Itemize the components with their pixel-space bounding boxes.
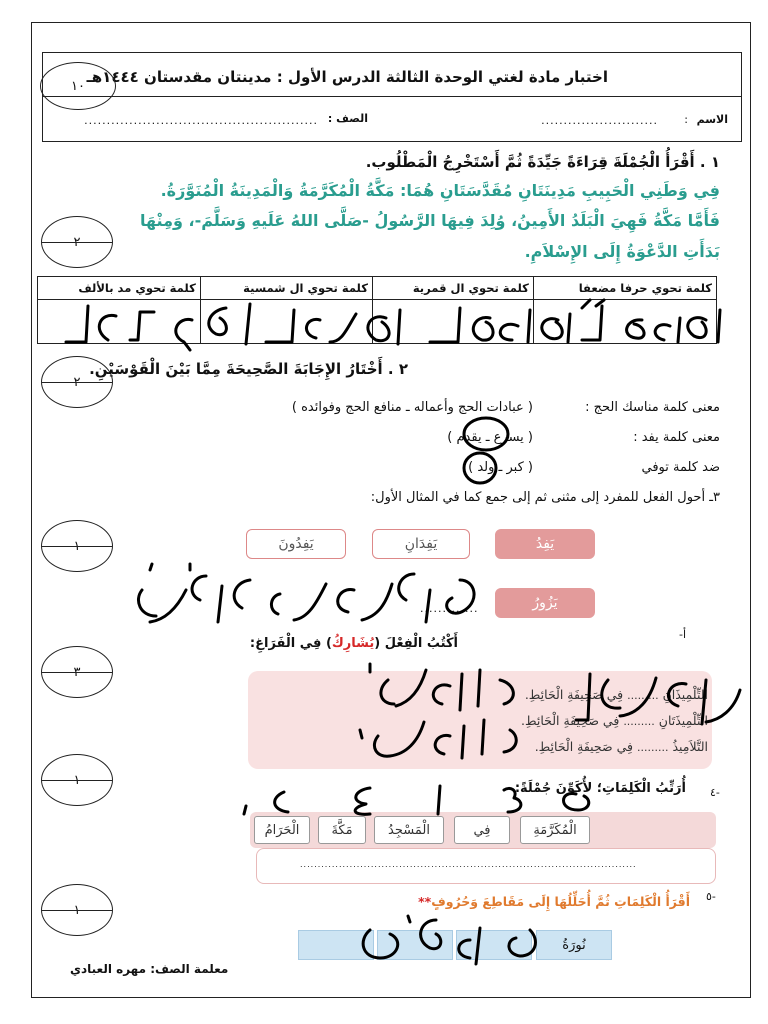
q2-row1-label: معنى كلمة مناسك الحج :: [585, 400, 720, 415]
sentence-plural: التَّلاَمِيذُ ......... فِي صَحِيفَةِ الْحَائِطِ.: [534, 739, 708, 754]
word-tile[interactable]: الْمُكَرَّمَةِ: [520, 816, 590, 844]
grade-oval-q4: ١: [41, 754, 113, 806]
q3-instruction: ٣ـ أحول الفعل للمفرد إلى مثنى ثم إلى جمع كما في المثال الأول:: [370, 490, 720, 505]
q2-row2-options[interactable]: ( يسرع ـ يقدم ): [447, 430, 533, 445]
grade-oval-q5: ١: [41, 884, 113, 936]
name-field[interactable]: ..........................: [541, 114, 658, 127]
grade-oval-q1: ٢: [41, 216, 113, 268]
q4-label: -٤: [710, 786, 720, 799]
grade-oval-q3a: ٣: [41, 646, 113, 698]
passage-line-2: فَأَمَّا مَكَّةُ فَهِيَ الْبَلَدُ الأَمِينُ، وُلِدَ فِيهَا الرَّسُولُ -صَلَّى اللهُ عَلَيهِ وَسَلَّمَ-، وَمِنْهَا: [139, 211, 720, 230]
grade-oval-q2: ٢: [41, 356, 113, 408]
q3a-instruction: أَكْتُبُ الْفِعْلَ (يُشَارِكُ) فِي الْفَرَاغِ:: [249, 636, 458, 651]
q3a-label: أ-: [678, 628, 686, 641]
word-tile[interactable]: الْمَسْجِدُ: [374, 816, 444, 844]
total-score: ١٠: [71, 78, 85, 94]
grade-oval-q3: ١: [41, 520, 113, 572]
example-singular: يَفِدُ: [495, 529, 595, 559]
col-alef-madd: كلمة تحوي مد بالألف: [38, 277, 201, 300]
q2-row3-label: ضد كلمة توفي: [641, 460, 720, 475]
example-dual: يَفِدَانِ: [372, 529, 470, 559]
handwritten-fill-answers: [350, 650, 750, 790]
q2-instruction: ٢ . أَخْتَارُ الإِجَابَةَ الصَّحِيحَةَ مِمَّا بَيْنَ الْقَوْسَيْنِ.: [89, 360, 408, 378]
q4-instruction: أُرَتِّبُ الْكَلِمَاتِ؛ لأُكَوِّنَ جُمْلَةً:: [514, 781, 686, 796]
q2-row3-options[interactable]: ( كبر ـ ولد ): [468, 460, 533, 475]
class-field[interactable]: ....................................................: [84, 114, 318, 127]
grade-line: [42, 780, 112, 781]
grade-line: [42, 910, 112, 911]
header-box: [42, 52, 742, 142]
name-label: الاسم: [696, 113, 728, 126]
grade-line: [42, 546, 112, 547]
handwritten-table-answers: [30, 290, 730, 370]
col-lunar-al: كلمة تحوي ال قمرية: [372, 277, 533, 300]
grade-line: [42, 672, 112, 673]
answer-circles: [440, 418, 540, 488]
q2-row2-label: معنى كلمة يفد :: [633, 430, 720, 445]
verb-singular: يَزُورُ: [495, 588, 595, 618]
grade-line: [42, 242, 112, 243]
q5-instruction: أَقْرَأُ الْكَلِمَاتِ ثُمَّ أُحَلِّلُهَا إِلَى مَقَاطِعَ وَحُرُوفٍ**: [418, 894, 690, 909]
header-divider: [42, 96, 742, 97]
sentence-dual-fem: التِّلْمِيذَتَانِ ......... فِي صَحِيفَةِ الْحَائِطِ.: [521, 713, 708, 728]
word-box: نُورَةُ: [536, 930, 612, 960]
word-tile[interactable]: فِي: [454, 816, 510, 844]
word-tile[interactable]: مَكَّةَ: [318, 816, 366, 844]
passage-line-3: بَدَأَتِ الدَّعْوَةُ إِلَى الإِسْلاَمِ.: [524, 242, 720, 261]
passage-line-1: فِي وَطَنِي الْحَبِيبِ مَدِينَتَانِ مُقَدَّسَتَانِ هُمَا: مَكَّةُ الْمُكَرَّمَةُ وَالْمَدِينَةُ الْمُنَوَّرَةُ.: [160, 181, 720, 200]
q5-label: -٥: [706, 890, 716, 903]
exam-title: اختبار مادة لغتي الوحدة الثالثة الدرس الأول : مدينتان مقدستان ١٤٤٤هـ: [86, 68, 608, 86]
sentence-dual-masc: التِّلْمِيذَانِ ......... فِي صَحِيفَةِ الْحَائِطِ.: [524, 687, 708, 702]
total-score-oval: [40, 62, 116, 110]
handwritten-order-numbers: [240, 780, 640, 820]
example-plural: يَفِدُونَ: [246, 529, 346, 559]
teacher-name: معلمة الصف: مهره العبادي: [70, 962, 229, 976]
grade-line: [42, 382, 112, 383]
q2-row1-options[interactable]: ( عبادات الحج وأعماله ـ منافع الحج وفوائده ): [291, 400, 533, 415]
verb-dual-field[interactable]: .............: [420, 602, 479, 615]
word-tile[interactable]: الْحَرَامُ: [254, 816, 310, 844]
handwritten-syllables: [350, 900, 550, 970]
col-solar-al: كلمة تحوي ال شمسية: [200, 277, 372, 300]
name-colon: :: [684, 113, 688, 126]
q1-instruction: ١ . أَقْرَأُ الْجُمْلَةَ قِرَاءَةً جَيِّدَةً ثُمَّ أَسْتَخْرِجُ الْمَطْلُوب.: [365, 153, 720, 171]
sentence-answer-dots[interactable]: ...............................................................................................: [300, 860, 637, 869]
class-label: الصف :: [327, 112, 368, 125]
col-doubled-letter: كلمة تحوي حرفا مضعفا: [533, 277, 716, 300]
